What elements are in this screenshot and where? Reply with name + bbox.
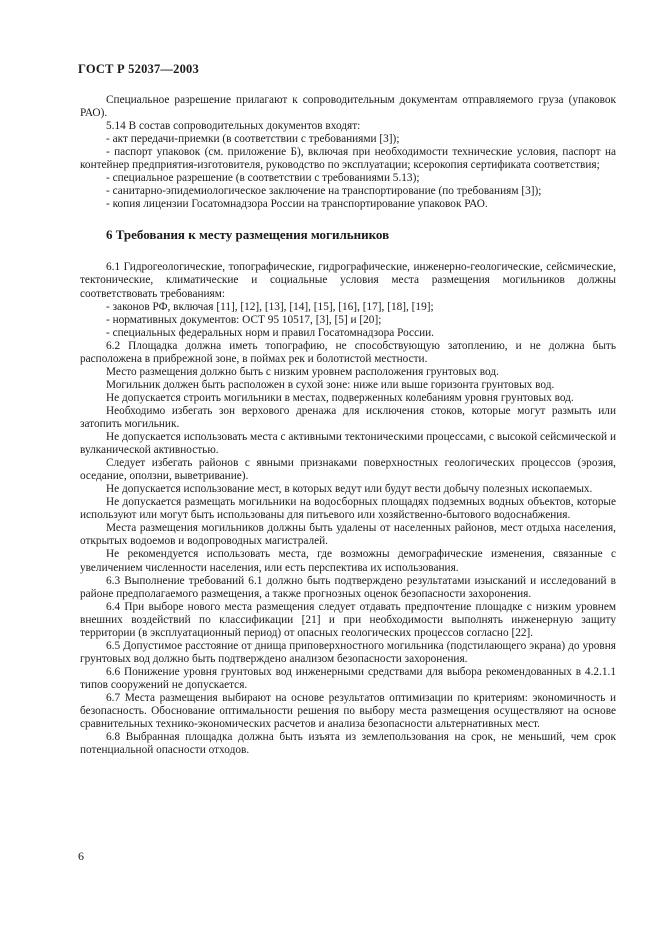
list-item: - санитарно-эпидемиологическое заключение на транспортирование (по требованиям [3]); bbox=[106, 185, 542, 198]
section-heading: 6 Требования к месту размещения могильников bbox=[106, 227, 390, 243]
paragraph: Не допускается строить могильники в местах, подверженных колебаниям уровня грунтовых вод. bbox=[106, 391, 574, 404]
paragraph: Могильник должен быть расположен в сухой зоне: ниже или выше горизонта грунтовых вод. bbox=[106, 378, 555, 391]
paragraph: Не допускается использование мест, в которых ведут или будут вести добычу полезных ископаемых. bbox=[106, 483, 593, 496]
paragraph: 5.14 В состав сопроводительных документов входят: bbox=[106, 120, 361, 133]
paragraph: Не допускается размещать могильники на водосборных площадях подземных водных объектов, которые используют или могут быть использованы для питьевого или хозяйственно-бытового водоснабжения. bbox=[80, 496, 616, 522]
list-item: - нормативных документов: ОСТ 95 10517, [3], [5] и [20]; bbox=[106, 313, 382, 326]
paragraph: 6.4 При выборе нового места размещения следует отдавать предпочтение площадке с низким уровнем внешних воздействий по классификации [21] и при необходимости выполнять инженерную защиту территории (в эксплуатационный период) от опасных геологических процессов согласно [22]. bbox=[80, 600, 616, 639]
paragraph: Не допускается использовать места с активными тектоническими процессами, с высокой сейсмической и вулканической активностью. bbox=[80, 431, 616, 457]
paragraph: 6.8 Выбранная площадка должна быть изъята из землепользования на срок, не меньший, чем срок потенциальной опасности отходов. bbox=[80, 731, 616, 757]
paragraph: Следует избегать районов с явными признаками поверхностных геологических процессов (эрозия, оседание, оползни, выветривание). bbox=[80, 457, 616, 483]
list-item: - законов РФ, включая [11], [12], [13], [14], [15], [16], [17], [18], [19]; bbox=[106, 300, 434, 313]
paragraph: Специальное разрешение прилагают к сопроводительным документам отправляемого груза (упаковок РАО). bbox=[80, 94, 616, 120]
paragraph: 6.7 Места размещения выбирают на основе результатов оптимизации по критериям: экономичность и безопасность. Обоснование оптимальности решения по выбору места размещения осуществляют на основе сравнительных технико-экономических расчетов и анализа безопасности альтернативных мест. bbox=[80, 691, 616, 731]
list-item: - специальное разрешение (в соответствии с требованиями 5.13); bbox=[106, 172, 420, 185]
list-item: - копия лицензии Госатомнадзора России на транспортирование упаковок РАО. bbox=[106, 198, 488, 211]
paragraph: Места размещения могильников должны быть удалены от населенных районов, мест отдыха населения, открытых водоемов и водопроводных магистралей. bbox=[80, 522, 616, 548]
list-item: - акт передачи-приемки (в соответствии с требованиями [3]); bbox=[106, 133, 400, 146]
paragraph: 6.2 Площадка должна иметь топографию, не способствующую затоплению, и не должна быть расположена в прибрежной зоне, в поймах рек и болотистой местности. bbox=[80, 339, 616, 365]
list-item: - специальных федеральных норм и правил Госатомнадзора России. bbox=[106, 326, 434, 339]
paragraph: Необходимо избегать зон верхового дренажа для исключения стоков, которые могут размыть или затопить могильник. bbox=[80, 404, 616, 430]
paragraph: 6.5 Допустимое расстояние от днища приповерхностного могильника (подстилающего экрана) до уровня грунтовых вод должно быть подтверждено анализом безопасности захоронения. bbox=[80, 639, 616, 665]
document-header: ГОСТ Р 52037—2003 bbox=[78, 62, 199, 76]
paragraph: 6.3 Выполнение требований 6.1 должно быть подтверждено результатами изысканий и исследований в районе предполагаемого размещения, а также прогнозных оценок безопасности захоронения. bbox=[80, 574, 616, 600]
paragraph: 6.1 Гидрогеологические, топографические, гидрографические, инженерно-геологические, сейсмические, тектонические, климатические и социальные условия места размещения могильников должны соответствовать требованиям: bbox=[80, 261, 616, 300]
paragraph: Место размещения должно быть с низким уровнем расположения грунтовых вод. bbox=[106, 365, 499, 378]
paragraph: 6.6 Понижение уровня грунтовых вод инженерными средствами для выбора рекомендованных в 4.2.1.1 типов сооружений не допускается. bbox=[80, 665, 616, 691]
document-body bbox=[80, 94, 616, 757]
paragraph: Не рекомендуется использовать места, где возможны демографические изменения, связанные с увеличением численности населения, или есть перспектива их использования. bbox=[80, 548, 616, 574]
list-item: - паспорт упаковок (см. приложение Б), включая при необходимости технические условия, паспорт на контейнер предприятия-изготовителя, руководство по эксплуатации; ксерокопия сертификата соответствия; bbox=[80, 146, 616, 172]
page-number: 6 bbox=[78, 849, 84, 863]
